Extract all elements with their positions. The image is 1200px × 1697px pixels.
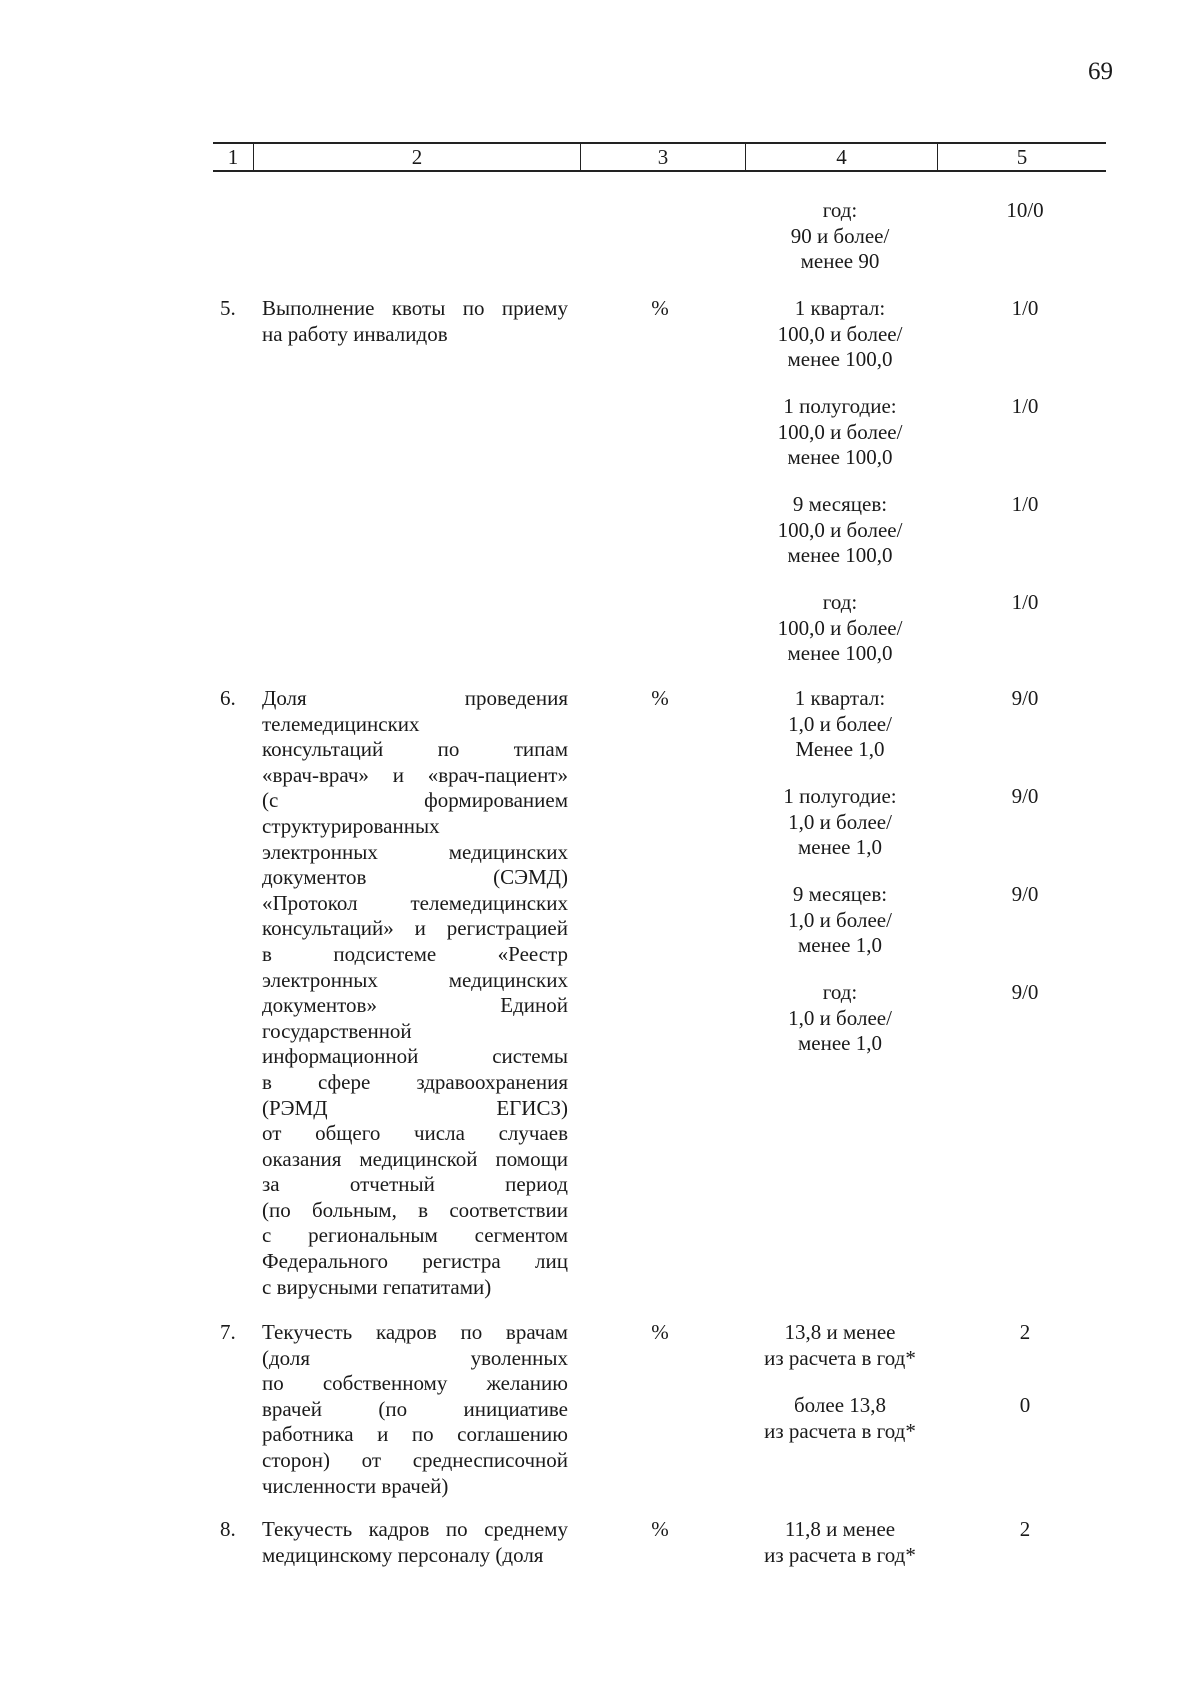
row6-unit: % — [651, 686, 669, 710]
table-header — [213, 142, 1106, 172]
header-col-2: 2 — [253, 144, 580, 170]
row5-number: 5. — [220, 296, 236, 320]
row6-score-3: 9/0 — [1011, 980, 1039, 1004]
row5-score-1: 1/0 — [1011, 394, 1039, 418]
row0-score-0: 10/0 — [1006, 198, 1044, 222]
row8-indicator-name: Текучесть кадров по среднему медицинскому персоналу (доля — [262, 1517, 568, 1567]
row6-indicator-name: Доля проведения телемедицинских консультаций по типам «врач-врач» и «врач-пациент» (с формированием структурированных электронных медицинских документов (СЭМД) «Протокол телемедицинских консультаций» и регистрацией в подсистеме «Реестр электронных медицинских документов» Единой государственной информационной системы в сфере здравоохранения (РЭМД ЕГИСЗ) от общего числа случаев оказания медицинской помощи за отчетный период (по больным, в соответствии с региональным сегментом Федерального регистра лиц с вирусными гепатитами) — [262, 686, 568, 1299]
row5-unit: % — [651, 296, 669, 320]
header-col-4: 4 — [745, 144, 937, 170]
header-col-1: 1 — [227, 145, 239, 169]
row6-number: 6. — [220, 686, 236, 710]
row5-condition-0: 1 квартал: 100,0 и более/ менее 100,0 — [777, 296, 903, 372]
row6-score-1: 9/0 — [1011, 784, 1039, 808]
row5-score-0: 1/0 — [1011, 296, 1039, 320]
header-col-3: 3 — [580, 144, 745, 170]
row7-number: 7. — [220, 1320, 236, 1344]
row8-number: 8. — [220, 1517, 236, 1541]
row7-indicator-name: Текучесть кадров по врачам (доля уволенных по собственному желанию врачей (по инициативе работника и по соглашению сторон) от среднесписочной численности врачей) — [262, 1320, 568, 1498]
row7-condition-1: более 13,8 из расчета в год* — [764, 1393, 916, 1443]
page-number: 69 — [1088, 58, 1113, 85]
row7-condition-0: 13,8 и менее из расчета в год* — [764, 1320, 916, 1370]
row5-score-3: 1/0 — [1011, 590, 1039, 614]
header-col-5: 5 — [937, 144, 1106, 170]
row6-score-0: 9/0 — [1011, 686, 1039, 710]
row5-condition-2: 9 месяцев: 100,0 и более/ менее 100,0 — [777, 492, 903, 568]
row8-condition-0: 11,8 и менее из расчета в год* — [764, 1517, 916, 1567]
row5-score-2: 1/0 — [1011, 492, 1039, 516]
row5-condition-3: год: 100,0 и более/ менее 100,0 — [777, 590, 903, 666]
row5-indicator-name: Выполнение квоты по приему на работу инвалидов — [262, 296, 568, 346]
row6-condition-2: 9 месяцев: 1,0 и более/ менее 1,0 — [788, 882, 892, 958]
row7-unit: % — [651, 1320, 669, 1344]
row8-score-0: 2 — [1019, 1517, 1031, 1541]
row6-condition-3: год: 1,0 и более/ менее 1,0 — [788, 980, 892, 1056]
row7-score-0: 2 — [1019, 1320, 1031, 1344]
row6-score-2: 9/0 — [1011, 882, 1039, 906]
row6-condition-1: 1 полугодие: 1,0 и более/ менее 1,0 — [783, 784, 897, 860]
row8-unit: % — [651, 1517, 669, 1541]
row6-condition-0: 1 квартал: 1,0 и более/ Менее 1,0 — [788, 686, 892, 762]
row5-condition-1: 1 полугодие: 100,0 и более/ менее 100,0 — [777, 394, 903, 470]
row7-score-1: 0 — [1019, 1393, 1031, 1417]
row0-condition-0: год: 90 и более/ менее 90 — [790, 198, 890, 274]
